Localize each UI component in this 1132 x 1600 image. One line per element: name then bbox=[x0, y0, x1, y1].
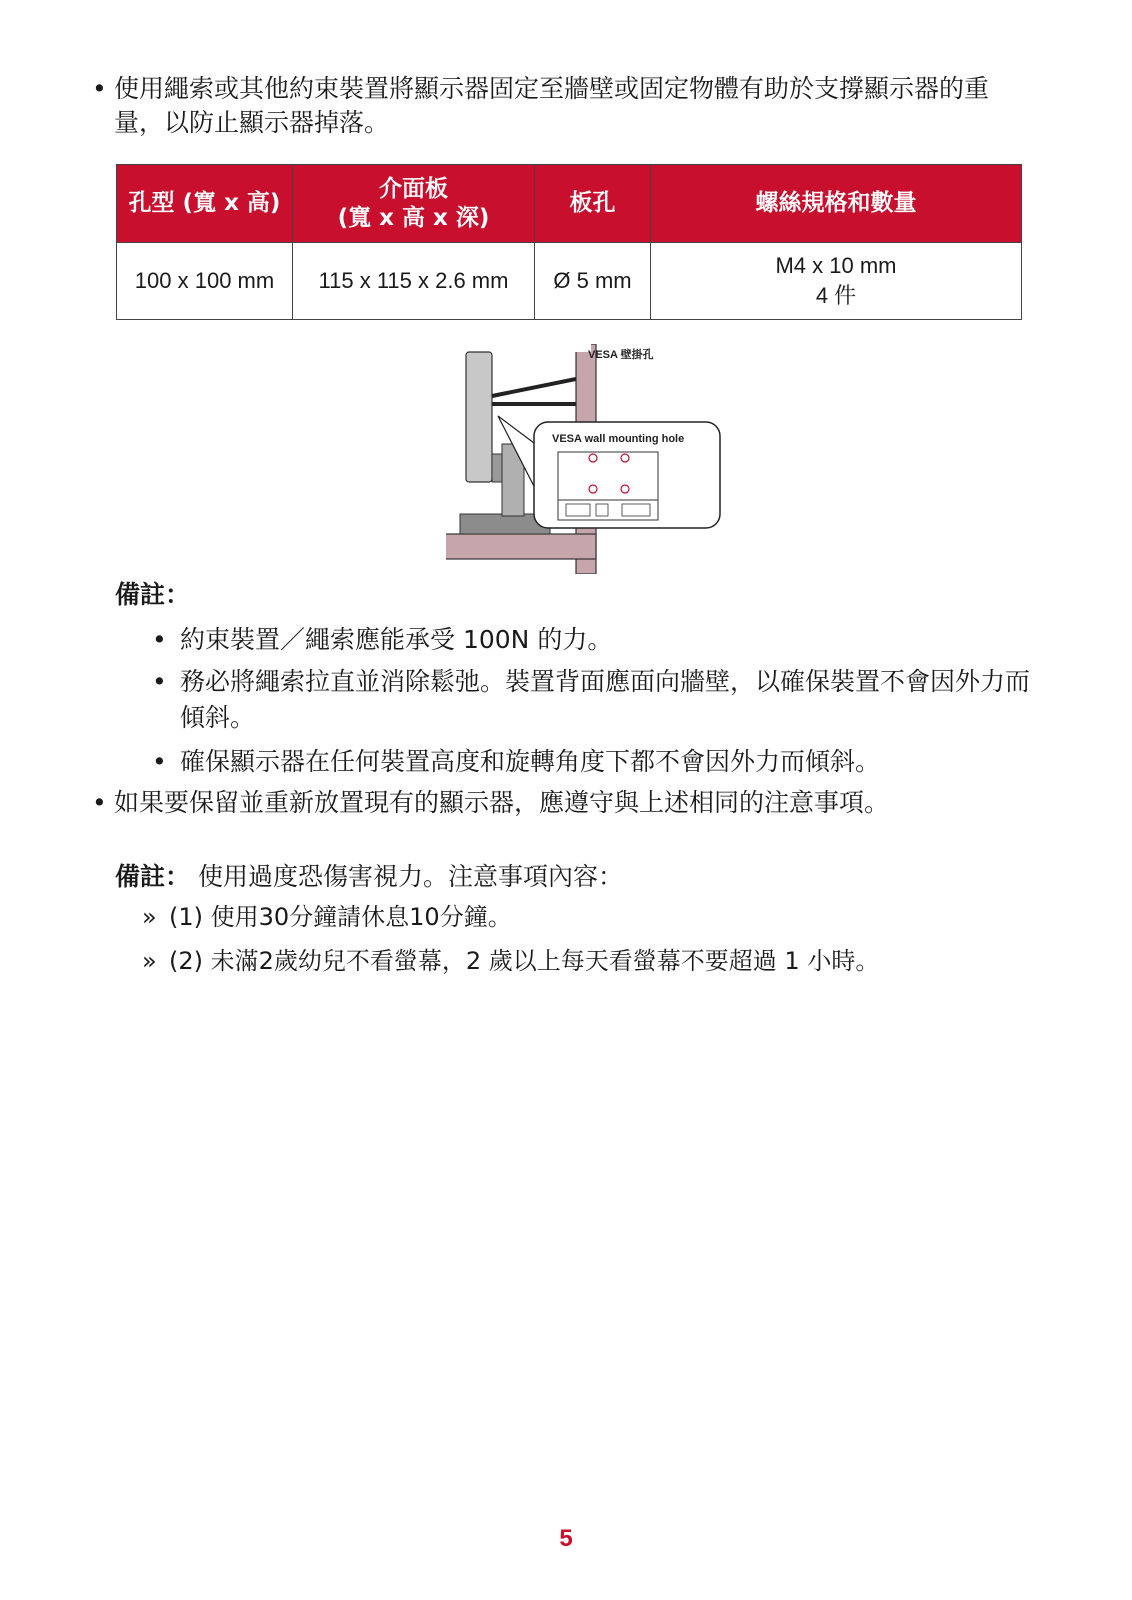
header-hole-pattern: 孔型 (寬 x 高) bbox=[117, 165, 293, 243]
note-text: 使用過度恐傷害視力。注意事項內容： bbox=[198, 862, 624, 891]
header-interface-pad-title: 介面板 bbox=[379, 175, 448, 202]
header-screw-spec: 螺絲規格和數量 bbox=[651, 165, 1022, 243]
note-item-text: 約束裝置／繩索應能承受 100N 的力。 bbox=[180, 625, 613, 654]
list-item bbox=[142, 900, 512, 934]
wall-mount-diagram bbox=[446, 344, 746, 574]
table-header-row bbox=[117, 165, 1022, 243]
cell-screw-qty: 4 件 bbox=[815, 283, 857, 308]
page-number: 5 bbox=[559, 1525, 573, 1552]
list-item bbox=[142, 944, 879, 978]
bullet-dot: • bbox=[92, 788, 107, 817]
bullet-dot: • bbox=[152, 625, 167, 654]
header-pad-hole: 板孔 bbox=[535, 165, 651, 243]
list-item bbox=[152, 744, 1037, 780]
label-vesa-en: VESA wall mounting hole bbox=[552, 433, 685, 445]
bullet-dot: • bbox=[152, 667, 167, 696]
cell-hole-pattern: 100 x 100 mm bbox=[117, 243, 293, 320]
rope-upper bbox=[492, 379, 576, 396]
note-item-text: 務必將繩索拉直並消除鬆弛。裝置背面應面向牆壁，以確保裝置不會因外力而傾斜。 bbox=[180, 667, 1031, 732]
list-item bbox=[152, 622, 1037, 658]
monitor-back bbox=[558, 452, 658, 500]
list-item bbox=[152, 664, 1037, 736]
bullet-dot: • bbox=[152, 747, 167, 776]
header-interface-pad-dims: (寬 x 高 x 深) bbox=[337, 204, 490, 231]
bullet-text: 使用繩索或其他約束裝置將顯示器固定至牆壁或固定物體有助於支撐顯示器的重量，以防止顯示器掉落。 bbox=[114, 74, 990, 137]
bullet-mounting-advice bbox=[92, 72, 1032, 140]
cell-interface-pad: 115 x 115 x 2.6 mm bbox=[293, 243, 535, 320]
bullet-dot: • bbox=[92, 74, 107, 103]
header-interface-pad bbox=[293, 165, 535, 243]
note-item-text: 確保顯示器在任何裝置高度和旋轉角度下都不會因外力而傾斜。 bbox=[180, 747, 881, 776]
cell-pad-hole: Ø 5 mm bbox=[535, 243, 651, 320]
cell-screw-spec bbox=[651, 243, 1022, 320]
bullet-relocate-advice bbox=[92, 786, 1032, 820]
note-title: 備註： bbox=[115, 580, 191, 609]
raquo-marker: » bbox=[142, 947, 157, 975]
list-item-text: (2) 未滿2歲幼兒不看螢幕，2 歲以上每天看螢幕不要超過 1 小時。 bbox=[169, 947, 880, 975]
cell-screw-size: M4 x 10 mm bbox=[775, 253, 897, 278]
label-vesa-zh: VESA 壁掛孔 bbox=[588, 349, 654, 361]
bullet-text: 如果要保留並重新放置現有的顯示器，應遵守與上述相同的注意事項。 bbox=[114, 788, 890, 817]
raquo-marker: » bbox=[142, 903, 157, 931]
note-vision bbox=[115, 860, 623, 894]
list-item-text: (1) 使用30分鐘請休息10分鐘。 bbox=[169, 903, 512, 931]
monitor-mount bbox=[492, 454, 502, 482]
monitor-side bbox=[466, 352, 492, 482]
note-label: 備註： bbox=[115, 862, 191, 891]
desk bbox=[446, 534, 596, 559]
callout-join bbox=[539, 444, 545, 474]
table-row bbox=[117, 243, 1022, 320]
vesa-spec-table bbox=[116, 164, 1022, 320]
